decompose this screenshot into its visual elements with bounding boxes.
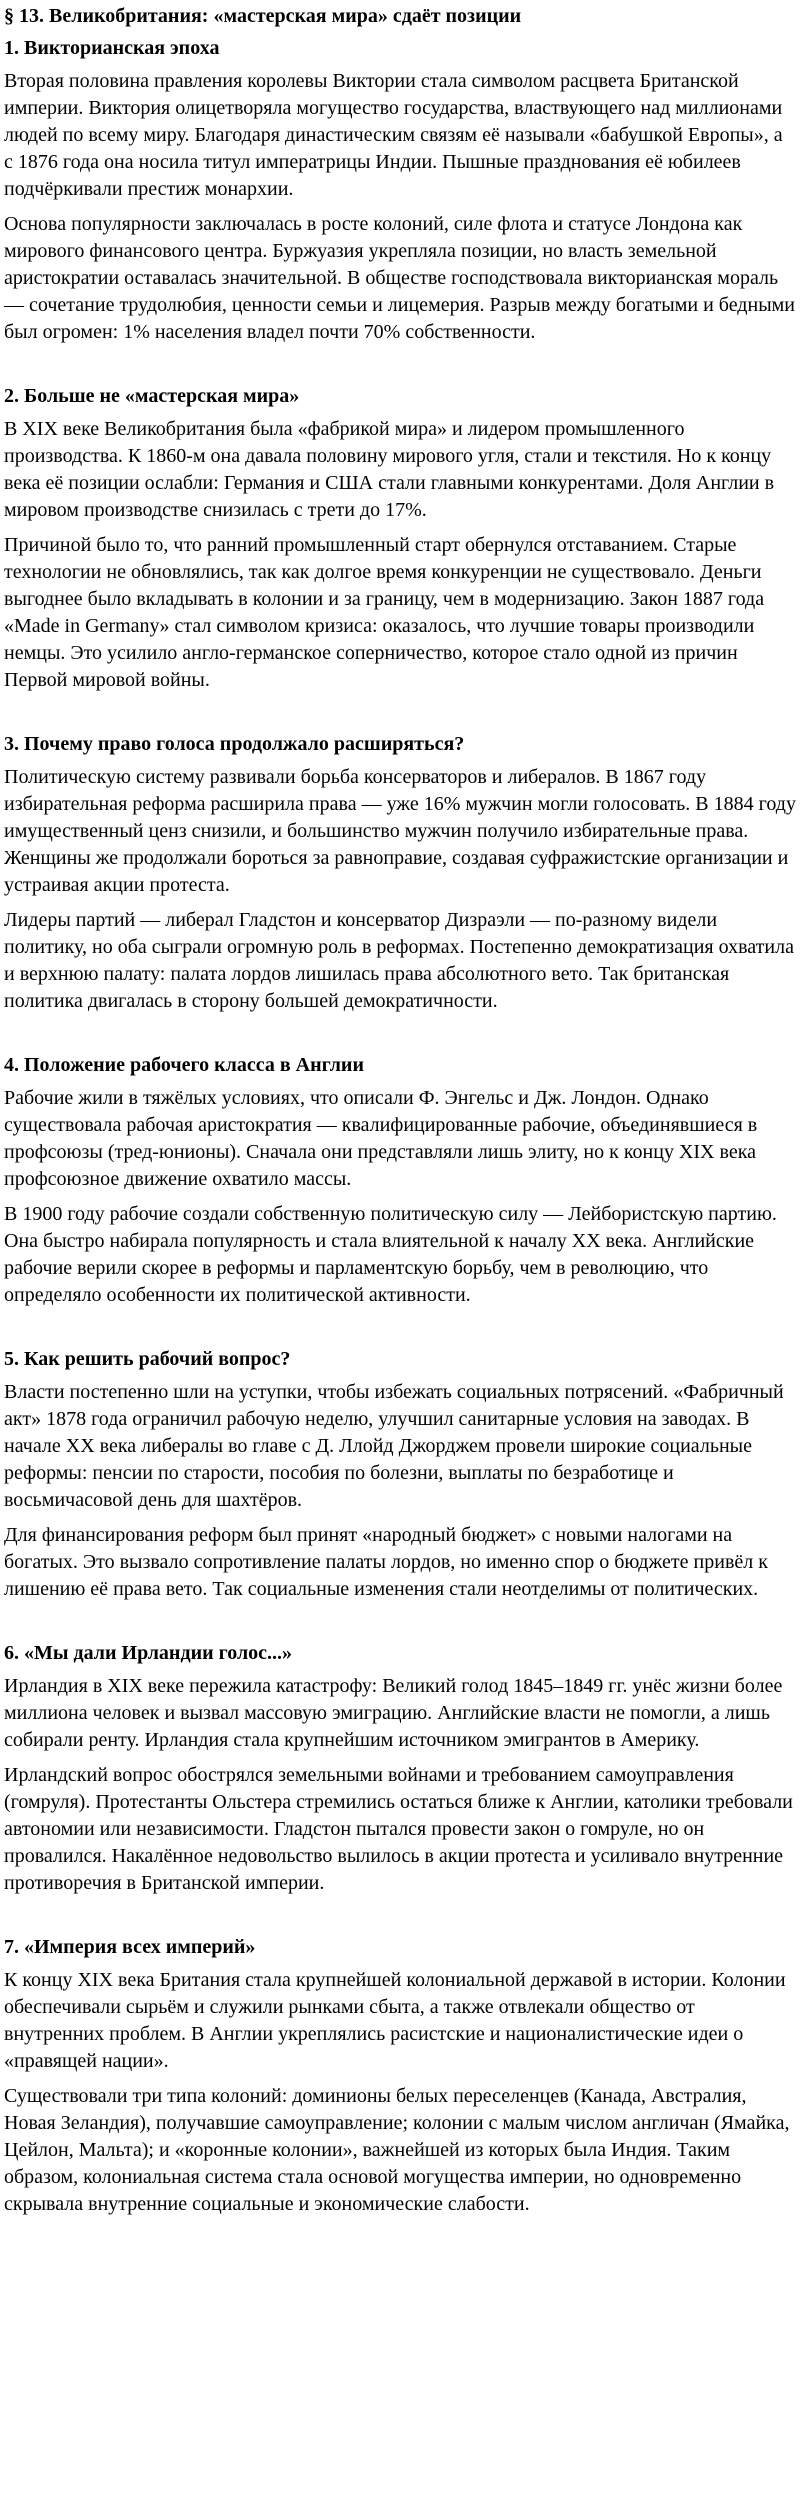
page-title: § 13. Великобритания: «мастерская мира» сдаёт позиции <box>4 5 522 27</box>
section-heading: 6. «Мы дали Ирландии голос...» <box>4 1642 293 1664</box>
section-empire <box>4 1933 796 2218</box>
paragraph: Власти постепенно шли на уступки, чтобы избежать социальных потрясений. «Фабричный акт» 1878 года ограничил рабочую неделю, улучшил санитарные условия на заводах. В начале XX века либералы во главе с Д. Ллойд Джорджем провели широкие социальные реформы: пенсии по старости, пособия по болезни, выплаты по безработице и восьмичасовой день для шахтёров. <box>4 1381 784 1511</box>
section-heading: 5. Как решить рабочий вопрос? <box>4 1348 291 1370</box>
paragraph: Ирландия в XIX веке пережила катастрофу: Великий голод 1845–1849 гг. унёс жизни более миллиона человек и вызвал массовую эмиграцию. Английские власти не помогли, а лишь собирали ренту. Ирландия стала крупнейшим источником эмигрантов в Америку. <box>4 1675 783 1751</box>
section-heading: 2. Больше не «мастерская мира» <box>4 385 300 407</box>
section-voting-rights <box>4 730 796 1015</box>
paragraph: Рабочие жили в тяжёлых условиях, что описали Ф. Энгельс и Дж. Лондон. Однако существовала рабочая аристократия — квалифицированные рабочие, объединявшиеся в профсоюзы (тред-юнионы). Сначала они представляли лишь элиту, но к концу XIX века профсоюзное движение охватило массы. <box>4 1087 758 1190</box>
section-heading: 7. «Империя всех империй» <box>4 1936 256 1958</box>
paragraph: Причиной было то, что ранний промышленный старт обернулся отставанием. Старые технологии не обновлялись, так как долгое время конкуренции не существовало. Деньги выгоднее было вкладывать в колонии и за границу, чем в модернизацию. Закон 1887 года «Made in Germany» стал символом кризиса: оказалось, что лучшие товары производили немцы. Это усилило англо-германское соперничество, которое стало одной из причин Первой мировой войны. <box>4 534 765 691</box>
paragraph: Для финансирования реформ был принят «народный бюджет» с новыми налогами на богатых. Это вызвало сопротивление палаты лордов, но именно спор о бюджете привёл к лишению её права вето. Так социальные изменения стали неотделимы от политических. <box>4 1524 768 1600</box>
section-workshop-of-world <box>4 382 796 694</box>
section-victorian-era <box>4 34 796 346</box>
paragraph: Основа популярности заключалась в росте колоний, силе флота и статусе Лондона как мирового финансового центра. Буржуазия укрепляла позиции, но власть земельной аристократии оставалась значительной. В обществе господствовала викторианская мораль — сочетание трудолюбия, ценности семьи и лицемерия. Разрыв между богатыми и бедными был огромен: 1% населения владел почти 70% собственности. <box>4 213 795 343</box>
section-labor-question <box>4 1345 796 1603</box>
section-heading: 1. Викторианская эпоха <box>4 37 220 59</box>
paragraph: Ирландский вопрос обострялся земельными войнами и требованием самоуправления (гомруля). Протестанты Ольстера стремились остаться ближе к Англии, католики требовали автономии или независимости. Гладстон пытался провести закон о гомруле, но он провалился. Накалённое недовольство вылилось в акции протеста и усиливало внутренние противоречия в Британской империи. <box>4 1764 793 1894</box>
paragraph: В 1900 году рабочие создали собственную политическую силу — Лейбористскую партию. Она быстро набирала популярность и стала влиятельной к началу XX века. Английские рабочие верили скорее в реформы и парламентскую борьбу, чем в революцию, что определяло особенности их политической активности. <box>4 1203 777 1306</box>
paragraph: Существовали три типа колоний: доминионы белых переселенцев (Канада, Австралия, Новая Зеландия), получавшие самоуправление; колонии с малым числом англичан (Ямайка, Цейлон, Мальта); и «коронные колонии», важнейшей из которых была Индия. Таким образом, колониальная система стала основой могущества империи, но одновременно скрывала внутренние социальные и экономические слабости. <box>4 2085 790 2215</box>
section-heading: 4. Положение рабочего класса в Англии <box>4 1054 364 1076</box>
section-ireland <box>4 1639 796 1897</box>
paragraph: К концу XIX века Британия стала крупнейшей колониальной державой в истории. Колонии обеспечивали сырьём и служили рынками сбыта, а также отвлекали общество от внутренних проблем. В Англии укреплялись расистские и националистические идеи о «правящей нации». <box>4 1969 786 2072</box>
paragraph: В XIX веке Великобритания была «фабрикой мира» и лидером промышленного производства. К 1860-м она давала половину мирового угля, стали и текстиля. Но к концу века её позиции ослабли: Германия и США стали главными конкурентами. Доля Англии в мировом производстве снизилась с трети до 17%. <box>4 418 775 521</box>
section-heading: 3. Почему право голоса продолжало расширяться? <box>4 733 465 755</box>
paragraph: Вторая половина правления королевы Виктории стала символом расцвета Британской империи. Виктория олицетворяла могущество государства, властвующего над миллионами людей по всему миру. Благодаря династическим связям её называли «бабушкой Европы», а с 1876 года она носила титул императрицы Индии. Пышные празднования её юбилеев подчёркивали престиж монархии. <box>4 70 783 200</box>
paragraph: Лидеры партий — либерал Гладстон и консерватор Дизраэли — по-разному видели политику, но оба сыграли огромную роль в реформах. Постепенно демократизация охватила и верхнюю палату: палата лордов лишилась права абсолютного вето. Так британская политика двигалась в сторону большей демократичности. <box>4 909 794 1012</box>
paragraph: Политическую систему развивали борьба консерваторов и либералов. В 1867 году избирательная реформа расширила права — уже 16% мужчин могли голосовать. В 1884 году имущественный ценз снизили, и большинство мужчин получило избирательные права. Женщины же продолжали бороться за равноправие, создавая суфражистские организации и устраивая акции протеста. <box>4 766 796 896</box>
section-working-class <box>4 1051 796 1309</box>
